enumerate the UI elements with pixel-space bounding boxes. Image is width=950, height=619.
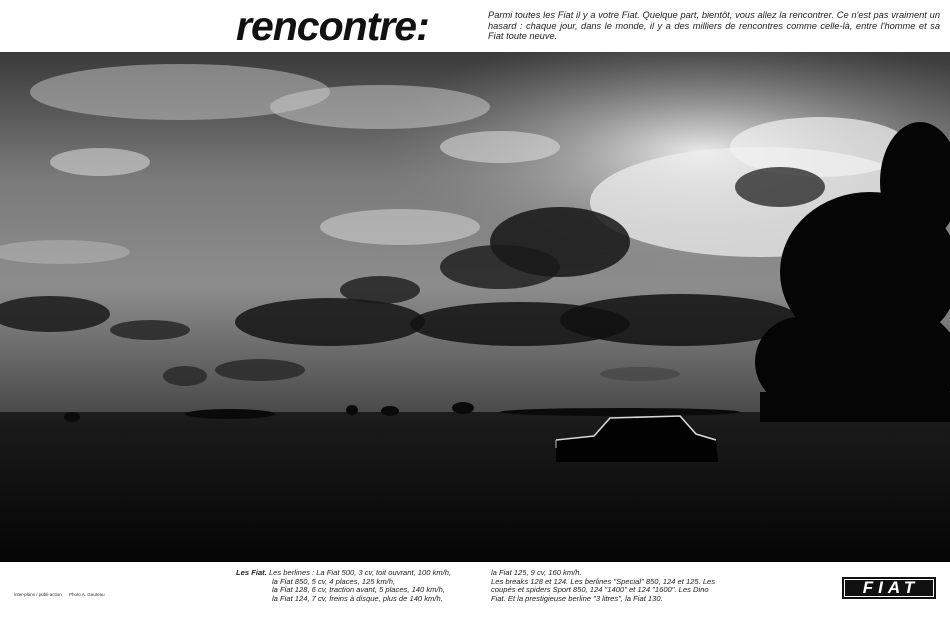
specs-line: coupés et spiders Sport 850, 124 "1400" et 124 "1600". Les Dino: [491, 585, 709, 595]
specs-lead: Les Fiat.: [236, 568, 267, 577]
fiat-logo: FIAT: [842, 577, 936, 599]
agency-name: inter-plans / publi-action: [14, 592, 62, 597]
specs-line: Fiat. Et la prestigieuse berline "3 litres", la Fiat 130.: [491, 593, 663, 603]
intro-text: Parmi toutes les Fiat il y a votre Fiat. Quelque part, bientôt, vous allez la rencontrer. Ce n'est pas vraiment un hasard : chaque jour, dans le monde, il y a des milliers de rencontres comme celle-là, entre l'homme et sa Fiat toute neuve.: [488, 10, 940, 41]
specs-line: Les breaks 128 et 124. Les berlines "Special" 850, 124 et 125. Les: [491, 576, 716, 586]
specs-left-column: [236, 569, 462, 603]
photo-illustration: [0, 52, 950, 562]
specs-line: la Fiat 128, 6 cv, traction avant, 5 places, 140 km/h,: [272, 585, 445, 595]
agency-credit: [14, 592, 105, 597]
headline: rencontre:: [236, 3, 429, 49]
photo-credit: Photo A. Gauteau: [69, 592, 105, 597]
specs-line: la Fiat 125, 9 cv, 160 km/h.: [491, 568, 582, 577]
specs-line-text: Les berlines : La Fiat 500, 3 cv, toit ouvrant, 100 km/h,: [268, 568, 452, 577]
specs-right-column: [491, 569, 719, 603]
footer-band: [0, 562, 950, 619]
specs-line: la Fiat 124, 7 cv, freins à disque, plus de 140 km/h,: [272, 593, 443, 603]
field: [0, 412, 950, 562]
specs-line: la Fiat 850, 5 cv, 4 places, 125 km/h,: [272, 576, 396, 586]
landscape-photo: [0, 52, 950, 562]
